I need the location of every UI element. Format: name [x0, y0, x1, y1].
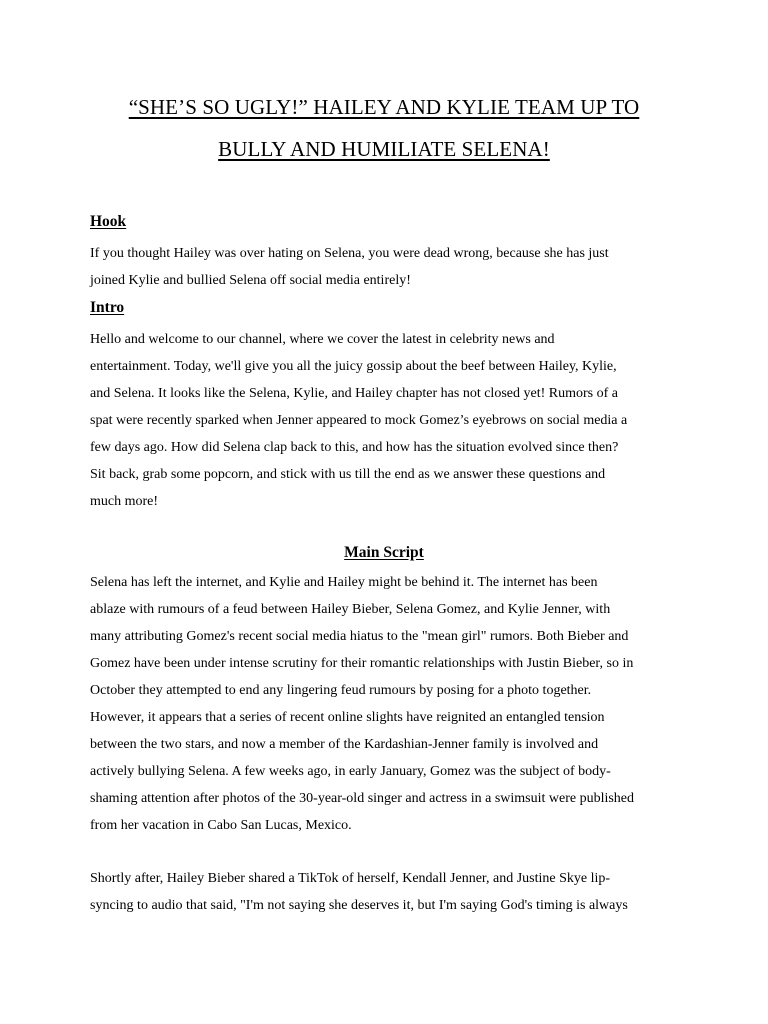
main-script-line: October they attempted to end any lingering feud rumours by posing for a photo together.	[90, 683, 592, 698]
intro-line: Hello and welcome to our channel, where we cover the latest in celebrity news and	[90, 332, 555, 347]
main-script-line: between the two stars, and now a member of the Kardashian-Jenner family is involved and	[90, 737, 599, 752]
main-script-line: Selena has left the internet, and Kylie and Hailey might be behind it. The internet has been	[90, 575, 598, 590]
intro-line: much more!	[90, 494, 159, 509]
intro-line: entertainment. Today, we'll give you all the juicy gossip about the beef between Hailey, Kylie,	[90, 359, 617, 374]
intro-line: Sit back, grab some popcorn, and stick with us till the end as we answer these questions and	[90, 467, 606, 482]
intro-line: spat were recently sparked when Jenner appeared to mock Gomez’s eyebrows on social media a	[90, 413, 628, 428]
hook-paragraph	[90, 240, 690, 294]
main-script-line: syncing to audio that said, "I'm not saying she deserves it, but I'm saying God's timing is always	[90, 898, 628, 913]
main-script-line: Shortly after, Hailey Bieber shared a TikTok of herself, Kendall Jenner, and Justine Skye lip-	[90, 871, 611, 886]
main-script-line: actively bullying Selena. A few weeks ago, in early January, Gomez was the subject of body-	[90, 764, 611, 779]
title-line-1: “SHE’S SO UGLY!” HAILEY AND KYLIE TEAM UP TO	[128, 95, 640, 119]
document-title	[60, 86, 708, 170]
main-script-heading: Main Script	[344, 544, 424, 561]
main-script-paragraph-1	[90, 569, 690, 839]
intro-line: few days ago. How did Selena clap back to this, and how has the situation evolved since then?	[90, 440, 619, 455]
intro-heading: Intro	[90, 299, 125, 316]
main-script-line: shaming attention after photos of the 30-year-old singer and actress in a swimsuit were published	[90, 791, 635, 806]
main-script-line: However, it appears that a series of recent online slights have reignited an entangled tension	[90, 710, 605, 725]
main-script-line: ablaze with rumours of a feud between Hailey Bieber, Selena Gomez, and Kylie Jenner, with	[90, 602, 611, 617]
main-script-line: from her vacation in Cabo San Lucas, Mexico.	[90, 818, 352, 833]
hook-heading: Hook	[90, 213, 127, 230]
main-script-line: Gomez have been under intense scrutiny for their romantic relationships with Justin Bieber, so in	[90, 656, 634, 671]
hook-line: If you thought Hailey was over hating on Selena, you were dead wrong, because she has just	[90, 246, 609, 261]
intro-paragraph	[90, 326, 690, 515]
hook-line: joined Kylie and bullied Selena off social media entirely!	[90, 273, 411, 288]
main-script-line: many attributing Gomez's recent social media hiatus to the "mean girl" rumors. Both Bieber and	[90, 629, 629, 644]
main-script-paragraph-2	[90, 865, 690, 919]
intro-line: and Selena. It looks like the Selena, Kylie, and Hailey chapter has not closed yet! Rumors of a	[90, 386, 618, 401]
title-line-2: BULLY AND HUMILIATE SELENA!	[218, 137, 550, 161]
